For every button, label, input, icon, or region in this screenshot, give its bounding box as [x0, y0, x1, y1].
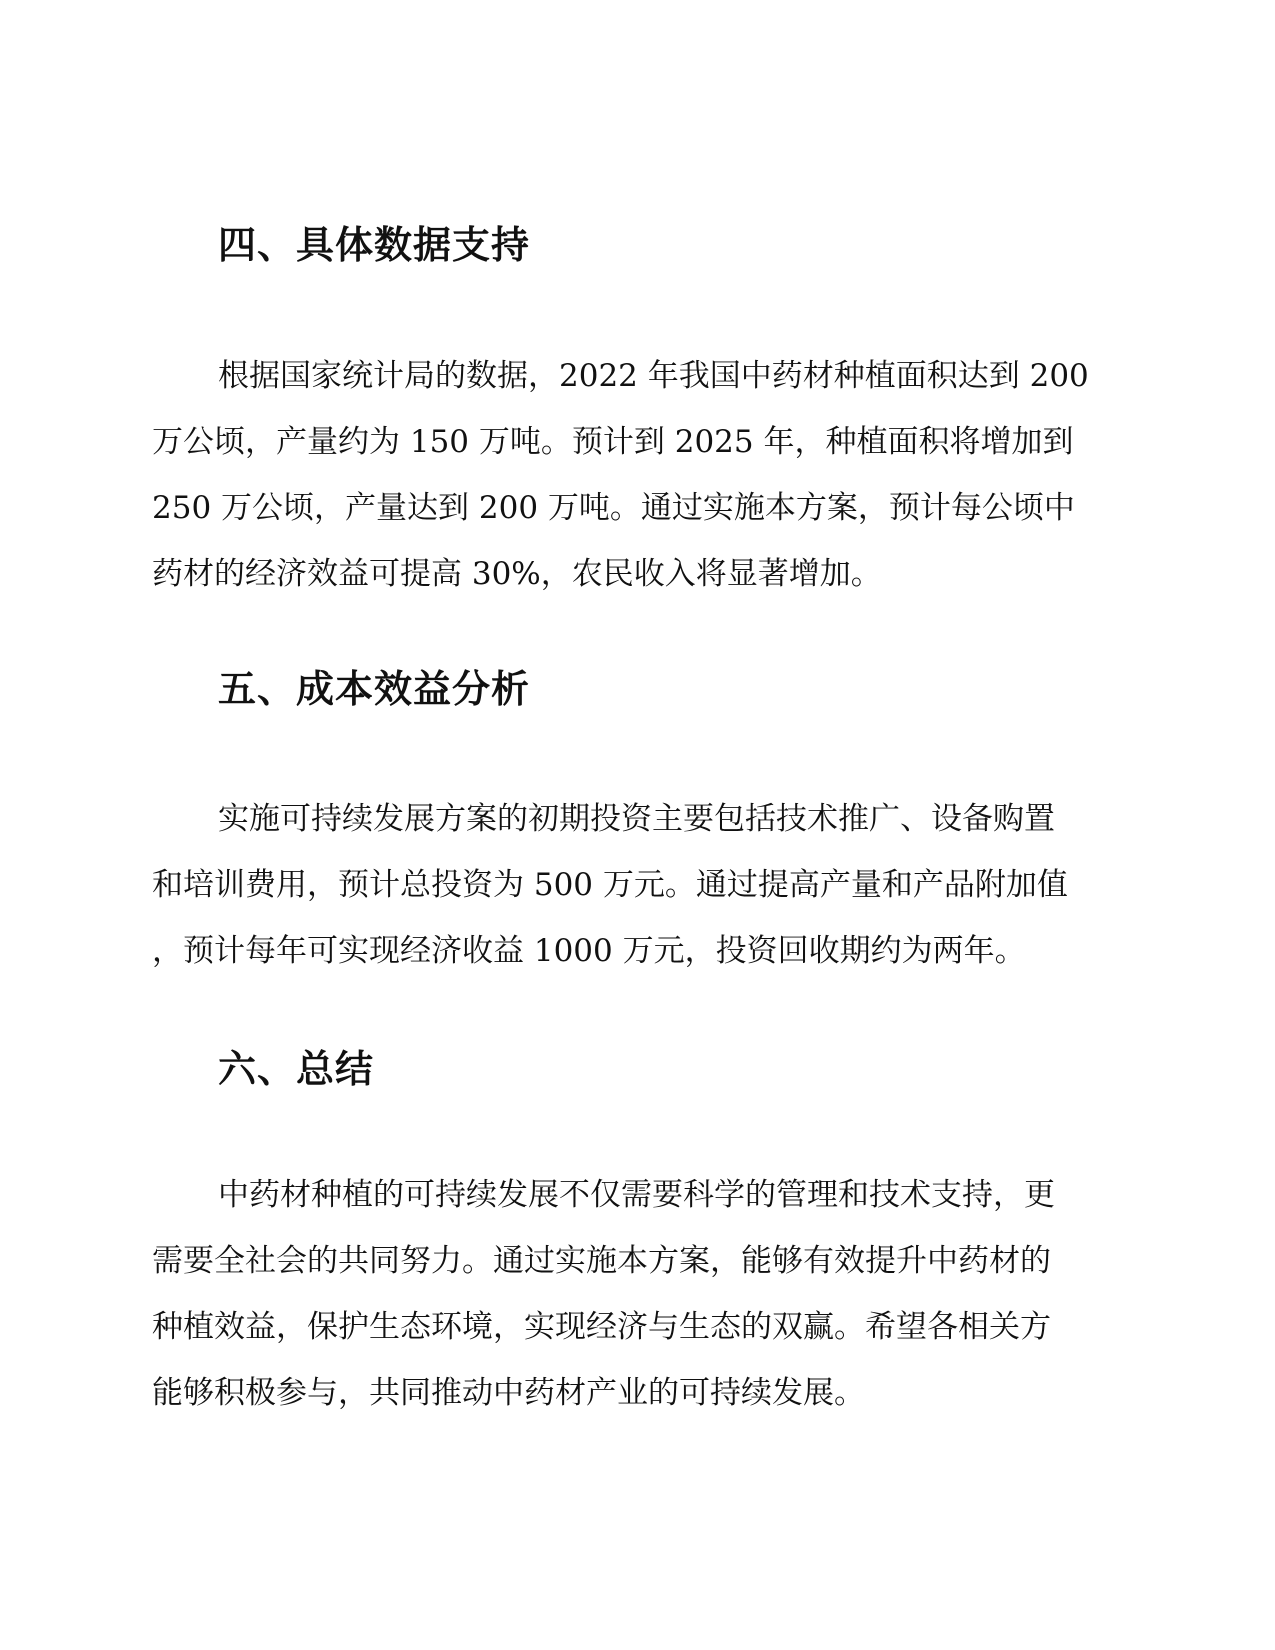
paragraph-line: 根据国家统计局的数据，2022 年我国中药材种植面积达到 200: [218, 358, 1089, 394]
section-heading-cost-benefit: 五、成本效益分析: [218, 667, 531, 711]
section-paragraph-cost-benefit: [152, 786, 1112, 984]
section-paragraph-summary: [152, 1162, 1112, 1426]
paragraph-line: ，预计每年可实现经济收益 1000 万元，投资回收期约为两年。: [152, 933, 1026, 969]
section-heading-data-support: 四、具体数据支持: [218, 223, 531, 267]
paragraph-line: 250 万公顷，产量达到 200 万吨。通过实施本方案，预计每公顷中: [152, 490, 1075, 526]
paragraph-line: 万公顷，产量约为 150 万吨。预计到 2025 年，种植面积将增加到: [152, 424, 1074, 460]
paragraph-line: 种植效益，保护生态环境，实现经济与生态的双赢。希望各相关方: [152, 1309, 1051, 1345]
section-paragraph-data-support: [152, 343, 1112, 607]
section-heading-summary: 六、总结: [218, 1047, 375, 1091]
paragraph-line: 药材的经济效益可提高 30%，农民收入将显著增加。: [152, 556, 882, 592]
paragraph-line: 实施可持续发展方案的初期投资主要包括技术推广、设备购置: [218, 801, 1055, 837]
paragraph-line: 和培训费用，预计总投资为 500 万元。通过提高产量和产品附加值: [152, 867, 1068, 903]
paragraph-line: 能够积极参与，共同推动中药材产业的可持续发展。: [152, 1375, 865, 1411]
paragraph-line: 中药材种植的可持续发展不仅需要科学的管理和技术支持，更: [218, 1177, 1055, 1213]
paragraph-line: 需要全社会的共同努力。通过实施本方案，能够有效提升中药材的: [152, 1243, 1051, 1279]
